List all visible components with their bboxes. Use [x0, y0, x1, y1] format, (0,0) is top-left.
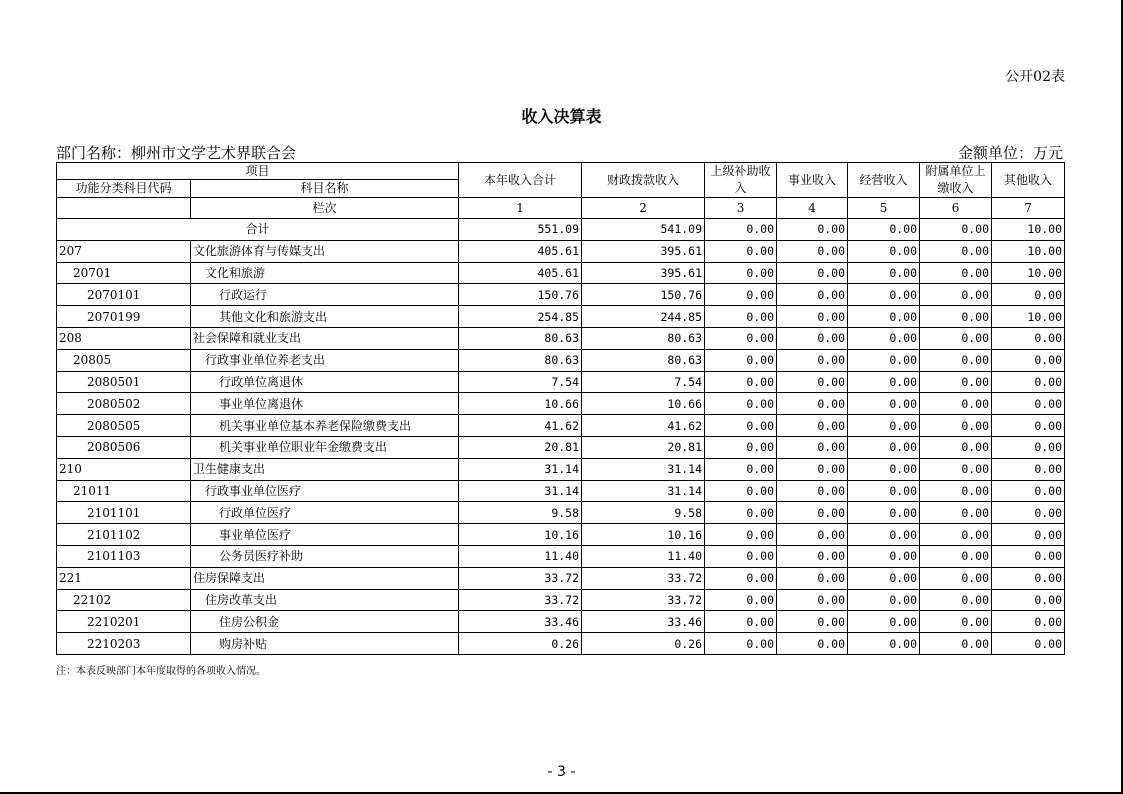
amount-cell: 33.46 — [582, 611, 705, 633]
amount-cell: 0.00 — [705, 393, 777, 415]
amount-cell: 0.00 — [992, 436, 1065, 458]
table-row — [57, 545, 1065, 567]
func-code-cell: 207 — [57, 240, 191, 262]
amount-cell: 0.00 — [920, 480, 992, 502]
amount-cell: 10.66 — [459, 393, 582, 415]
amount-cell: 0.00 — [705, 262, 777, 284]
amount-cell: 7.54 — [459, 371, 582, 393]
table-row — [57, 436, 1065, 458]
page-number: - 3 - — [547, 764, 576, 780]
amount-cell: 0.00 — [920, 262, 992, 284]
amount-cell: 0.00 — [705, 349, 777, 371]
subject-name-cell: 行政事业单位医疗 — [191, 480, 459, 502]
amount-cell: 0.00 — [920, 284, 992, 306]
table-row — [57, 567, 1065, 589]
page-title: 收入决算表 — [521, 107, 602, 126]
amount-cell: 0.00 — [992, 284, 1065, 306]
amount-cell: 0.26 — [459, 633, 582, 655]
amount-cell: 20.81 — [582, 436, 705, 458]
amount-cell: 0.00 — [777, 415, 848, 437]
table-row — [57, 284, 1065, 306]
table-note: 注：本表反映部门本年度取得的各项收入情况。 — [56, 666, 266, 677]
table-row — [57, 393, 1065, 415]
amount-cell: 0.00 — [992, 633, 1065, 655]
col-number: 3 — [705, 198, 777, 219]
report-meta — [56, 142, 1063, 162]
total-value: 0.00 — [848, 219, 920, 241]
amount-cell: 0.00 — [848, 589, 920, 611]
amount-cell: 0.00 — [848, 545, 920, 567]
amount-cell: 80.63 — [459, 349, 582, 371]
amount-cell: 0.00 — [777, 611, 848, 633]
department-name: 部门名称：柳州市文学艺术界联合会 — [56, 144, 297, 162]
amount-cell: 80.63 — [459, 327, 582, 349]
amount-cell: 0.00 — [992, 371, 1065, 393]
amount-cell: 10.16 — [582, 524, 705, 546]
col-number: 6 — [920, 198, 992, 219]
amount-cell: 0.00 — [705, 436, 777, 458]
table-row — [57, 480, 1065, 502]
amount-cell: 0.00 — [777, 371, 848, 393]
func-code-cell: 2101102 — [57, 524, 191, 546]
table-header — [57, 163, 1065, 219]
amount-cell: 0.00 — [777, 240, 848, 262]
amount-cell: 33.72 — [582, 589, 705, 611]
total-value: 541.09 — [582, 219, 705, 241]
table-row — [57, 327, 1065, 349]
func-code-cell: 2070101 — [57, 284, 191, 306]
header-func-code: 功能分类科目代码 — [57, 179, 191, 197]
header-item: 项目 — [57, 163, 459, 180]
amount-cell: 0.00 — [705, 524, 777, 546]
table-row — [57, 349, 1065, 371]
amount-cell: 0.00 — [777, 393, 848, 415]
amount-cell: 80.63 — [582, 349, 705, 371]
subject-name-cell: 行政运行 — [191, 284, 459, 306]
subject-name-cell: 文化和旅游 — [191, 262, 459, 284]
header-blank — [57, 198, 191, 219]
amount-cell: 0.00 — [848, 393, 920, 415]
amount-cell: 0.00 — [992, 502, 1065, 524]
amount-cell: 0.00 — [848, 262, 920, 284]
header-col-1: 本年收入合计 — [459, 163, 582, 198]
col-number: 7 — [992, 198, 1065, 219]
amount-cell: 0.00 — [992, 393, 1065, 415]
amount-cell: 0.00 — [777, 502, 848, 524]
amount-cell: 0.00 — [777, 633, 848, 655]
amount-cell: 0.00 — [992, 524, 1065, 546]
table-row — [57, 415, 1065, 437]
func-code-cell: 2080506 — [57, 436, 191, 458]
amount-cell: 0.00 — [920, 393, 992, 415]
amount-cell: 10.00 — [992, 306, 1065, 328]
amount-cell: 0.00 — [848, 349, 920, 371]
amount-cell: 33.72 — [582, 567, 705, 589]
amount-cell: 31.14 — [459, 480, 582, 502]
col-number: 2 — [582, 198, 705, 219]
amount-cell: 33.72 — [459, 589, 582, 611]
amount-cell: 10.00 — [992, 240, 1065, 262]
amount-cell: 9.58 — [459, 502, 582, 524]
table-row — [57, 589, 1065, 611]
amount-cell: 0.00 — [705, 502, 777, 524]
amount-cell: 0.00 — [920, 240, 992, 262]
amount-cell: 0.00 — [920, 589, 992, 611]
table-row — [57, 458, 1065, 480]
amount-cell: 0.00 — [992, 545, 1065, 567]
amount-cell: 0.00 — [920, 306, 992, 328]
func-code-cell: 2070199 — [57, 306, 191, 328]
amount-cell: 0.00 — [920, 436, 992, 458]
amount-cell: 0.00 — [992, 327, 1065, 349]
amount-cell: 405.61 — [459, 240, 582, 262]
amount-cell: 0.00 — [777, 327, 848, 349]
func-code-cell: 208 — [57, 327, 191, 349]
amount-cell: 0.00 — [920, 611, 992, 633]
income-table — [56, 162, 1065, 655]
amount-cell: 31.14 — [459, 458, 582, 480]
table-row — [57, 306, 1065, 328]
subject-name-cell: 文化旅游体育与传媒支出 — [191, 240, 459, 262]
col-number: 4 — [777, 198, 848, 219]
func-code-cell: 20805 — [57, 349, 191, 371]
amount-cell: 395.61 — [582, 240, 705, 262]
amount-cell: 0.00 — [848, 306, 920, 328]
subject-name-cell: 购房补贴 — [191, 633, 459, 655]
table-row — [57, 502, 1065, 524]
amount-cell: 0.00 — [848, 611, 920, 633]
amount-cell: 0.00 — [777, 436, 848, 458]
amount-cell: 0.00 — [920, 545, 992, 567]
amount-cell: 20.81 — [459, 436, 582, 458]
amount-cell: 31.14 — [582, 458, 705, 480]
amount-cell: 33.46 — [459, 611, 582, 633]
amount-cell: 0.00 — [920, 349, 992, 371]
func-code-cell: 2210201 — [57, 611, 191, 633]
total-label: 合计 — [57, 219, 459, 241]
amount-cell: 0.00 — [777, 262, 848, 284]
subject-name-cell: 行政单位离退休 — [191, 371, 459, 393]
amount-cell: 10.66 — [582, 393, 705, 415]
amount-cell: 0.00 — [920, 371, 992, 393]
amount-cell: 0.00 — [848, 458, 920, 480]
amount-cell: 0.00 — [992, 458, 1065, 480]
amount-unit: 金额单位：万元 — [957, 144, 1063, 162]
amount-cell: 0.00 — [848, 524, 920, 546]
amount-cell: 0.00 — [992, 415, 1065, 437]
amount-cell: 10.16 — [459, 524, 582, 546]
amount-cell: 0.26 — [582, 633, 705, 655]
amount-cell: 395.61 — [582, 262, 705, 284]
amount-cell: 0.00 — [705, 567, 777, 589]
total-value: 10.00 — [992, 219, 1065, 241]
header-col-5: 经营收入 — [848, 163, 920, 198]
amount-cell: 0.00 — [920, 524, 992, 546]
amount-cell: 0.00 — [705, 545, 777, 567]
header-col-6: 附属单位上缴收入 — [920, 163, 992, 198]
amount-cell: 0.00 — [920, 415, 992, 437]
func-code-cell: 2080505 — [57, 415, 191, 437]
amount-cell: 0.00 — [777, 545, 848, 567]
table-row — [57, 240, 1065, 262]
amount-cell: 0.00 — [777, 284, 848, 306]
amount-cell: 0.00 — [777, 480, 848, 502]
func-code-cell: 221 — [57, 567, 191, 589]
total-value: 0.00 — [777, 219, 848, 241]
table-row — [57, 633, 1065, 655]
subject-name-cell: 公务员医疗补助 — [191, 545, 459, 567]
amount-cell: 0.00 — [920, 633, 992, 655]
amount-cell: 0.00 — [992, 611, 1065, 633]
header-subject-name: 科目名称 — [191, 179, 459, 197]
amount-cell: 0.00 — [705, 589, 777, 611]
amount-cell: 150.76 — [459, 284, 582, 306]
subject-name-cell: 行政单位医疗 — [191, 502, 459, 524]
subject-name-cell: 事业单位医疗 — [191, 524, 459, 546]
amount-cell: 150.76 — [582, 284, 705, 306]
amount-cell: 0.00 — [848, 240, 920, 262]
total-value: 0.00 — [920, 219, 992, 241]
header-col-4: 事业收入 — [777, 163, 848, 198]
amount-cell: 33.72 — [459, 567, 582, 589]
subject-name-cell: 卫生健康支出 — [191, 458, 459, 480]
amount-cell: 0.00 — [848, 502, 920, 524]
amount-cell: 0.00 — [777, 349, 848, 371]
amount-cell: 0.00 — [992, 480, 1065, 502]
amount-cell: 7.54 — [582, 371, 705, 393]
subject-name-cell: 机关事业单位职业年金缴费支出 — [191, 436, 459, 458]
amount-cell: 0.00 — [705, 458, 777, 480]
func-code-cell: 2101101 — [57, 502, 191, 524]
table-row — [57, 611, 1065, 633]
col-number: 5 — [848, 198, 920, 219]
amount-cell: 11.40 — [582, 545, 705, 567]
amount-cell: 254.85 — [459, 306, 582, 328]
amount-cell: 0.00 — [848, 284, 920, 306]
amount-cell: 0.00 — [920, 502, 992, 524]
subject-name-cell: 机关事业单位基本养老保险缴费支出 — [191, 415, 459, 437]
total-value: 0.00 — [705, 219, 777, 241]
header-row-index-label: 栏次 — [191, 198, 459, 219]
form-code: 公开02表 — [1005, 69, 1065, 85]
subject-name-cell: 行政事业单位养老支出 — [191, 349, 459, 371]
table-row — [57, 524, 1065, 546]
amount-cell: 0.00 — [848, 415, 920, 437]
amount-cell: 244.85 — [582, 306, 705, 328]
amount-cell: 0.00 — [848, 480, 920, 502]
amount-cell: 0.00 — [992, 567, 1065, 589]
amount-cell: 0.00 — [705, 240, 777, 262]
table-row — [57, 262, 1065, 284]
func-code-cell: 2080502 — [57, 393, 191, 415]
amount-cell: 405.61 — [459, 262, 582, 284]
amount-cell: 0.00 — [705, 415, 777, 437]
subject-name-cell: 住房保障支出 — [191, 567, 459, 589]
func-code-cell: 21011 — [57, 480, 191, 502]
amount-cell: 0.00 — [848, 327, 920, 349]
header-col-3: 上级补助收入 — [705, 163, 777, 198]
header-col-2: 财政拨款收入 — [582, 163, 705, 198]
amount-cell: 0.00 — [920, 458, 992, 480]
amount-cell: 10.00 — [992, 262, 1065, 284]
amount-cell: 41.62 — [582, 415, 705, 437]
amount-cell: 0.00 — [705, 371, 777, 393]
amount-cell: 41.62 — [459, 415, 582, 437]
amount-cell: 0.00 — [705, 306, 777, 328]
amount-cell: 0.00 — [705, 480, 777, 502]
table-body — [57, 219, 1065, 655]
amount-cell: 0.00 — [777, 567, 848, 589]
header-col-7: 其他收入 — [992, 163, 1065, 198]
subject-name-cell: 其他文化和旅游支出 — [191, 306, 459, 328]
amount-cell: 80.63 — [582, 327, 705, 349]
func-code-cell: 2080501 — [57, 371, 191, 393]
subject-name-cell: 事业单位离退休 — [191, 393, 459, 415]
amount-cell: 0.00 — [777, 458, 848, 480]
func-code-cell: 2210203 — [57, 633, 191, 655]
amount-cell: 0.00 — [992, 589, 1065, 611]
amount-cell: 31.14 — [582, 480, 705, 502]
subject-name-cell: 社会保障和就业支出 — [191, 327, 459, 349]
total-row — [57, 219, 1065, 241]
table-row — [57, 371, 1065, 393]
amount-cell: 11.40 — [459, 545, 582, 567]
amount-cell: 0.00 — [920, 567, 992, 589]
func-code-cell: 20701 — [57, 262, 191, 284]
subject-name-cell: 住房改革支出 — [191, 589, 459, 611]
func-code-cell: 210 — [57, 458, 191, 480]
func-code-cell: 22102 — [57, 589, 191, 611]
subject-name-cell: 住房公积金 — [191, 611, 459, 633]
amount-cell: 0.00 — [777, 589, 848, 611]
amount-cell: 0.00 — [848, 633, 920, 655]
func-code-cell: 2101103 — [57, 545, 191, 567]
col-number: 1 — [459, 198, 582, 219]
amount-cell: 0.00 — [992, 349, 1065, 371]
amount-cell: 0.00 — [848, 567, 920, 589]
amount-cell: 0.00 — [705, 633, 777, 655]
amount-cell: 0.00 — [705, 284, 777, 306]
amount-cell: 0.00 — [705, 327, 777, 349]
amount-cell: 0.00 — [920, 327, 992, 349]
amount-cell: 0.00 — [705, 611, 777, 633]
total-value: 551.09 — [459, 219, 582, 241]
amount-cell: 0.00 — [777, 524, 848, 546]
amount-cell: 9.58 — [582, 502, 705, 524]
amount-cell: 0.00 — [848, 436, 920, 458]
amount-cell: 0.00 — [777, 306, 848, 328]
amount-cell: 0.00 — [848, 371, 920, 393]
